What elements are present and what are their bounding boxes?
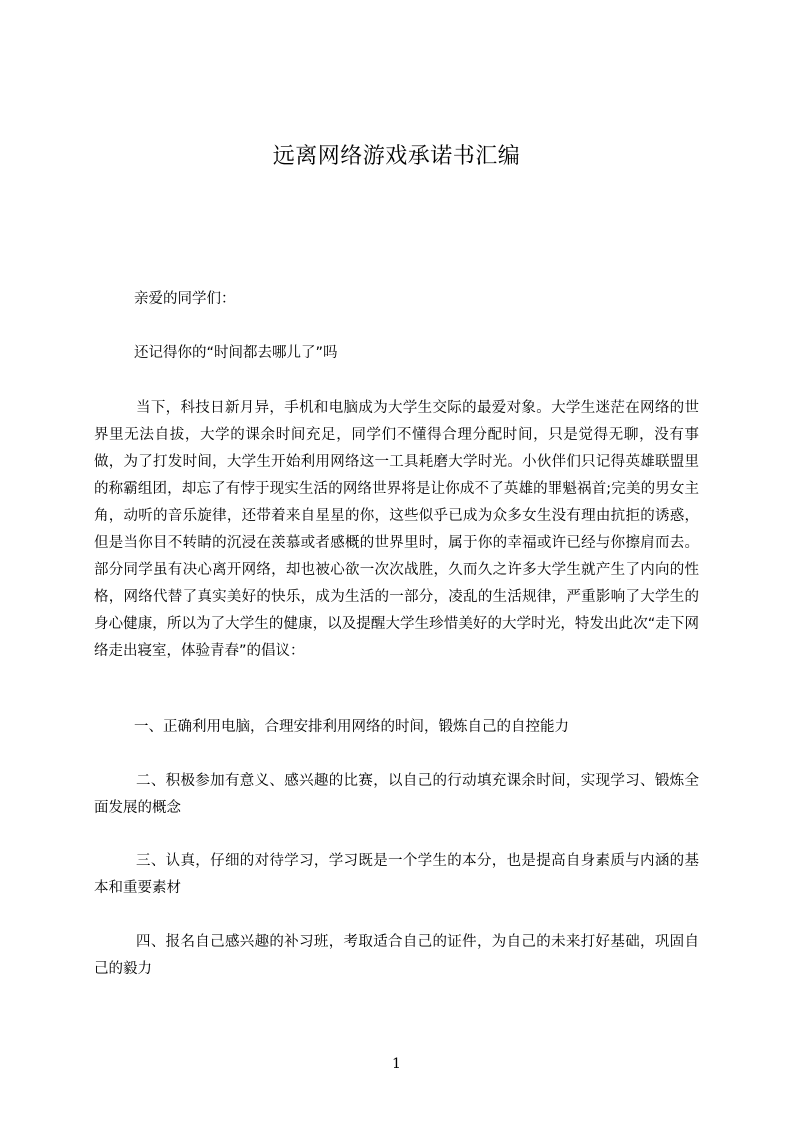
list-item-1: 一、正确利用电脑，合理安排利用网络的时间，锻炼自己的自控能力 <box>134 719 569 735</box>
list-item-2: 二、积极参加有意义、感兴趣的比赛，以自己的行动填充课余时间，实现学习、锻炼全面发展的概念 <box>94 773 699 816</box>
list-item-3: 三、认真，仔细的对待学习，学习既是一个学生的本分，也是提高自身素质与内涵的基本和重要素材 <box>94 853 699 896</box>
paragraph-recall: 还记得你的“时间都去哪儿了”吗 <box>134 345 338 361</box>
page-number: 1 <box>392 1056 401 1072</box>
list-item-4: 四、报名自己感兴趣的补习班，考取适合自己的证件，为自己的未来打好基础，巩固自己的毅力 <box>94 934 699 977</box>
paragraph-greeting: 亲爱的同学们： <box>134 291 236 307</box>
document-title: 远离网络游戏承诺书汇编 <box>272 144 521 169</box>
paragraph-main: 当下，科技日新月异，手机和电脑成为大学生交际的最爱对象。大学生迷茫在网络的世界里无法自拔，大学的课余时间充足，同学们不懂得合理分配时间，只是觉得无聊，没有事做，为了打发时间，大学生开始利用网络这一工具耗磨大学时光。小伙伴们只记得英雄联盟里的称霸组团，却忘了有悖于现实生活的网络世界将是让你成不了英雄的罪魁祸首;完美的男女主角，动听的音乐旋律，还带着来自星星的你，这些似乎已成为众多女生没有理由抗拒的诱惑，但是当你目不转睛的沉浸在羡慕或者感概的世界里时，属于你的幸福或许已经与你擦肩而去。部分同学虽有决心离开网络，却也被心欲一次次战胜，久而久之许多大学生就产生了内向的性格，网络代替了真实美好的快乐，成为生活的一部分，凌乱的生活规律，严重影响了大学生的身心健康，所以为了大学生的健康，以及提醒大学生珍惜美好的大学时光，特发出此次“走下网络走出寝室，体验青春”的倡议： <box>94 400 699 659</box>
